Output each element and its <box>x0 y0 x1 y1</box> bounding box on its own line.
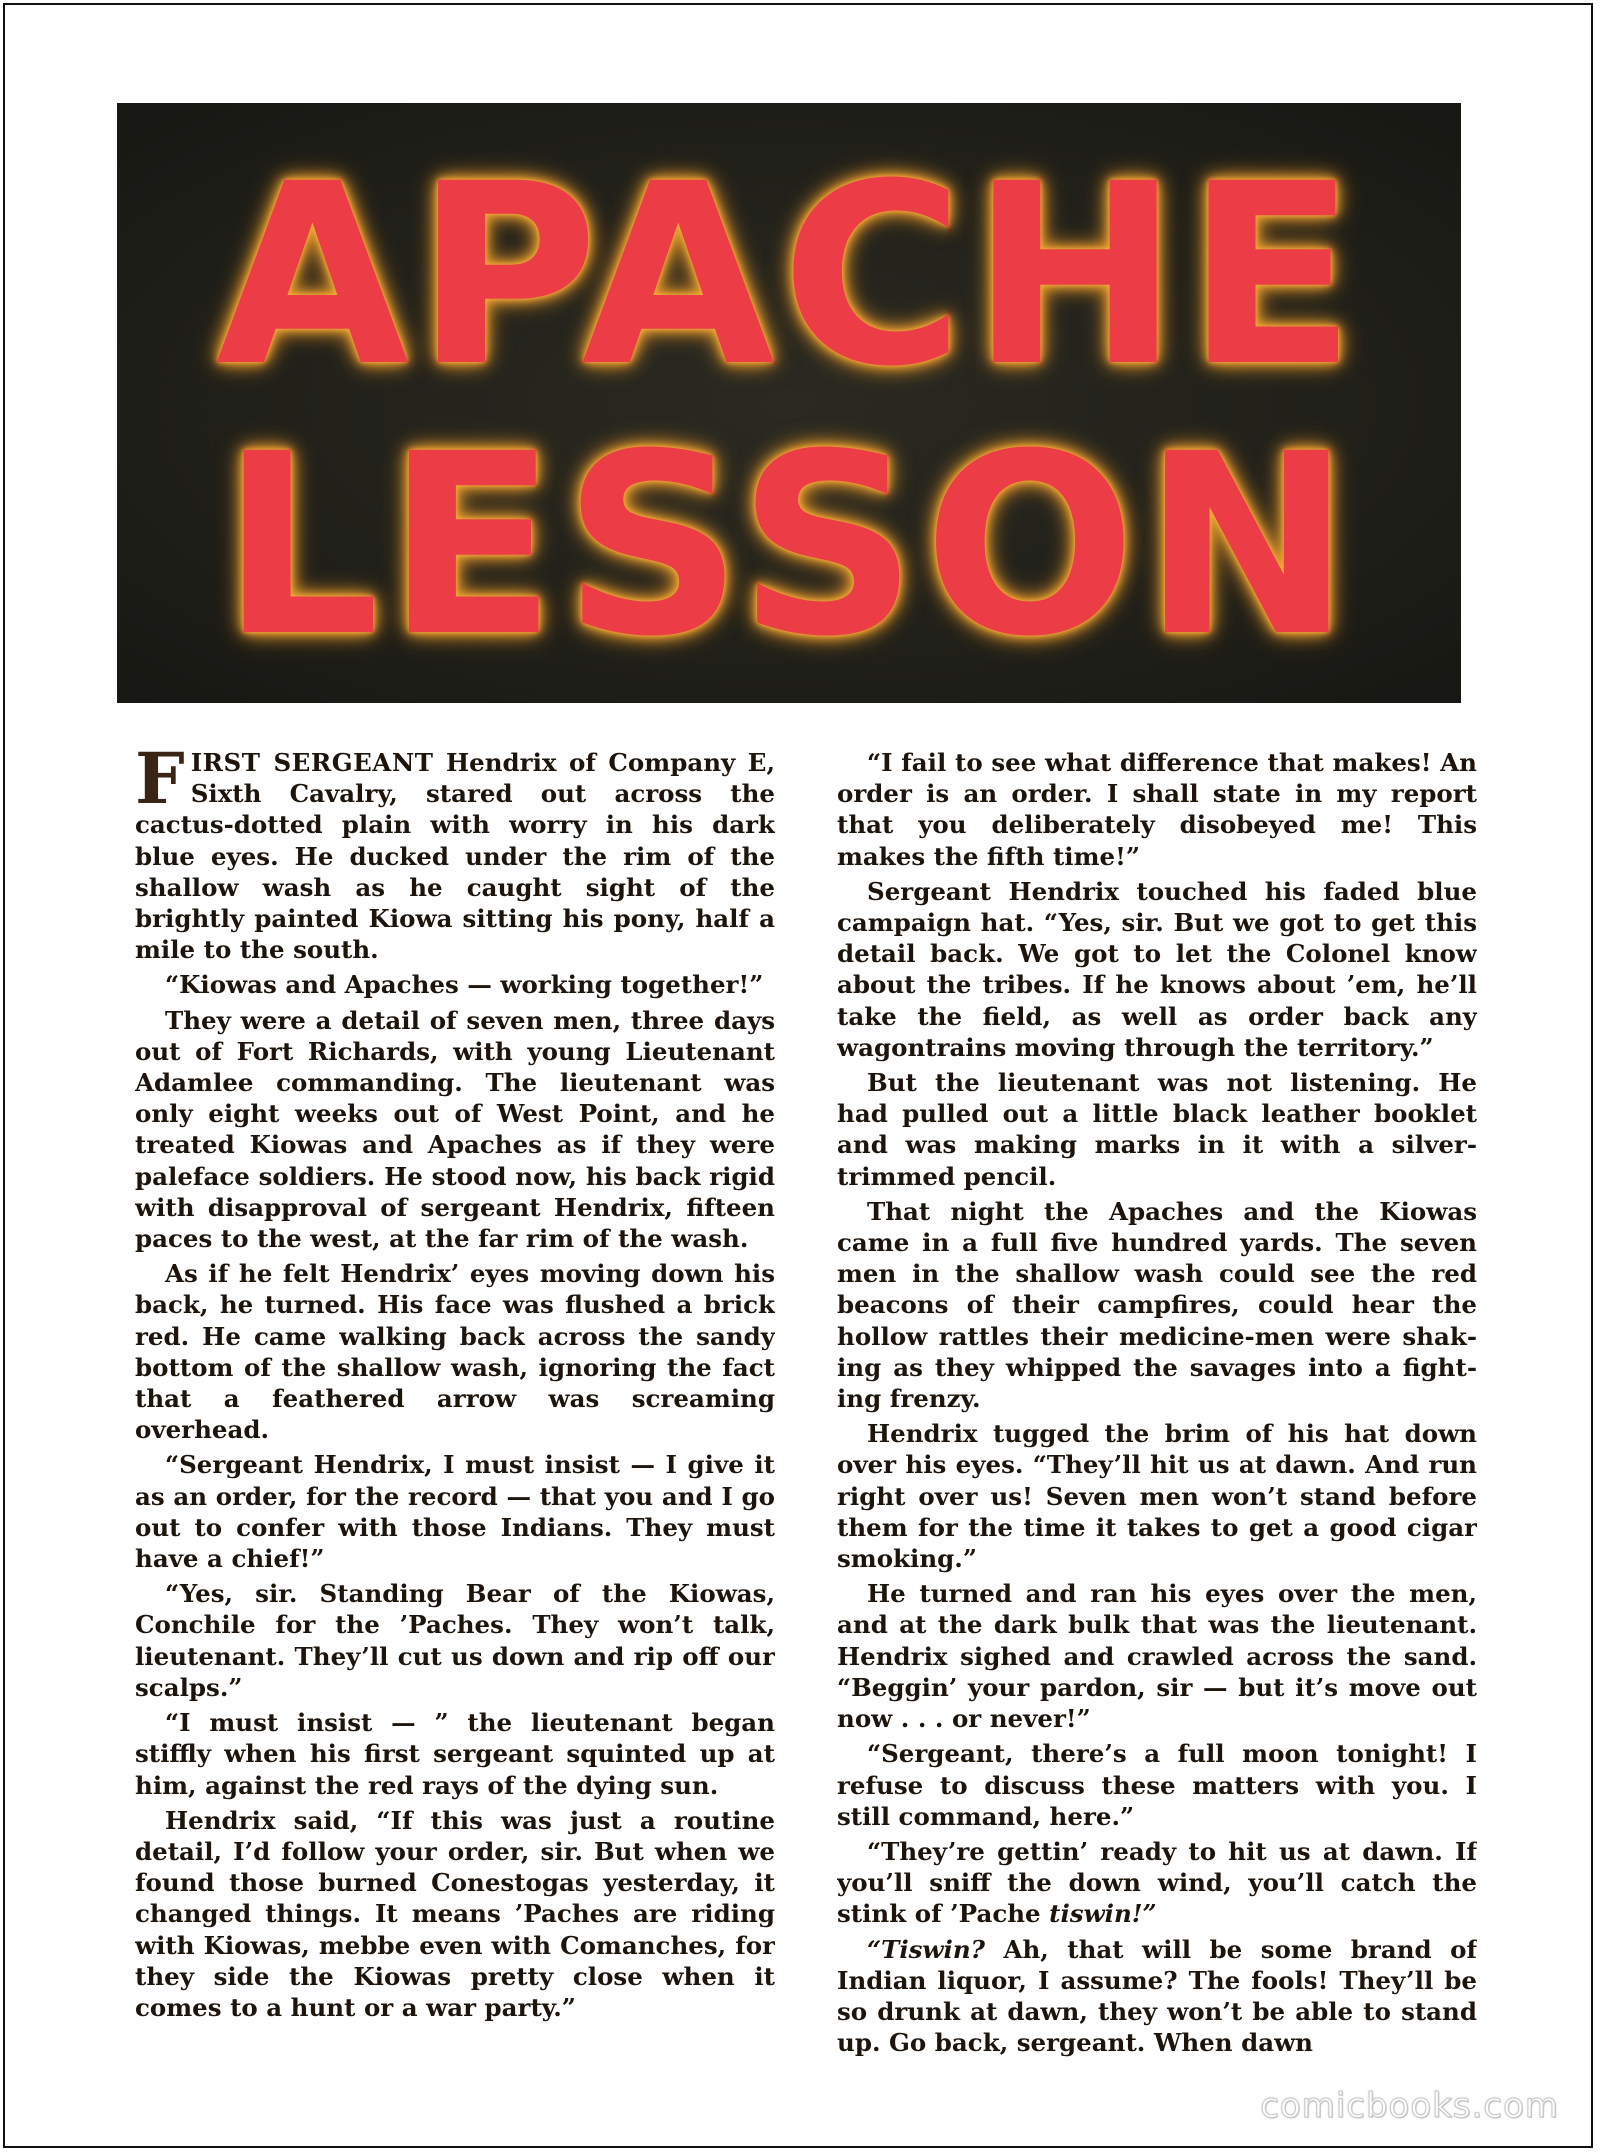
title-line-2: LESSON <box>220 400 1358 691</box>
story-paragraph: Hendrix tugged the brim of his hat down over his eyes. “They’ll hit us at dawn. And run right over us! Seven men won’t stand before them for the time it takes to get a good cigar smoking.” <box>837 1419 1477 1574</box>
story-paragraph: As if he felt Hendrix’ eyes moving down his back, he turned. His face was flushed a brick red. He came walking back across the sandy bottom of the shallow wash, ignoring the fact that a feathered arrow was screaming overhead. <box>135 1259 775 1445</box>
paragraph-text: “They’re gettin’ ready to hit us at dawn. If you’ll sniff the down wind, you’ll catch the stink of ’Pache <box>837 1836 1477 1929</box>
story-paragraph <box>837 1836 1477 1930</box>
lead-caps: IRST SERGEANT <box>190 748 434 777</box>
italic-word: tiswin!” <box>1049 1899 1157 1929</box>
story-paragraph <box>135 747 775 965</box>
story-paragraph: Sergeant Hendrix touched his faded blue campaign hat. “Yes, sir. But we got to get this detail back. We got to let the Colonel know about the tribes. If he knows about ’em, he’ll take the field, as well as order back any wagontrains moving through the territory.” <box>837 876 1477 1062</box>
story-paragraph: “Sergeant Hendrix, I must insist — I give it as an order, for the record — that you and I go out to confer with those Indians. They must have a chief!” <box>135 1450 775 1574</box>
paragraph-text: Ah, that will be some brand of Indian liquor, I assume? The fools! They’ll be so drunk at dawn, they won’t be able to stand up. Go back, sergeant. When dawn <box>837 1934 1477 2058</box>
story-paragraph: He turned and ran his eyes over the men, and at the dark bulk that was the lieutenant. Hendrix sighed and crawled across the sand. “Beggin’ your pardon, sir — but it’s move out now . . . or never!” <box>837 1579 1477 1734</box>
paragraph-text: Hendrix of Company E, Sixth Cavalry, stared out across the cactus-dotted plain with worry in his dark blue eyes. He ducked under the rim of the shallow wash as he caught sight of the brightly painted Kiowa sitting his pony, half a mile to the south. <box>135 748 775 965</box>
watermark: comicbooks.com <box>1260 2086 1559 2126</box>
story-paragraph: Hendrix said, “If this was just a routine detail, I’d follow your order, sir. But when we found those burned Conestogas yesterday, it changed things. It means ’Paches are riding with Kiowas, mebbe even with Comanches, for they side the Kiowas pretty close when it comes to a hunt or a war party.” <box>135 1805 775 2022</box>
story-paragraph <box>837 1934 1477 2059</box>
story-paragraph: “I fail to see what difference that makes! An order is an order. I shall state in my report that you deliberately disobeyed me! This makes the fifth time!” <box>837 748 1477 871</box>
story-paragraph: “Sergeant, there’s a full moon tonight! I refuse to discuss these matters with you. I still command, here.” <box>837 1739 1477 1831</box>
story-column-left <box>135 747 775 2077</box>
story-paragraph: They were a detail of seven men, three days out of Fort Richards, with young Lieutenant Adamlee commanding. The lieutenant was only eight weeks out of West Point, and he treated Kiowas and Apaches as if they were paleface soldiers. He stood now, his back rigid with disapproval of sergeant Hendrix, fifteen paces to the west, at the far rim of the wash. <box>135 1005 775 1254</box>
story-paragraph: That night the Apaches and the Kiowas came in a full five hundred yards. The seven men in the shallow wash could see the red beacons of their campfires, could hear the hollow rattles their medicine-men were shaking as they whipped the savages into a fighting frenzy. <box>837 1196 1477 1414</box>
page-frame <box>3 3 1593 2148</box>
title-line-1: APACHE <box>215 130 1363 421</box>
title-banner <box>117 103 1461 703</box>
italic-word: “Tiswin? <box>867 1934 985 1964</box>
story-paragraph: “I must insist — ” the lieutenant began stiffly when his first sergeant squinted up at him, against the red rays of the dying sun. <box>135 1708 775 1800</box>
story-column-right <box>837 747 1477 2077</box>
drop-cap: F <box>135 747 185 820</box>
story-paragraph: “Kiowas and Apaches — working together!” <box>165 970 764 1000</box>
story-paragraph: “Yes, sir. Standing Bear of the Kiowas, Conchile for the ’Paches. They won’t talk, lieutenant. They’ll cut us down and rip off our scalps.” <box>135 1579 775 1702</box>
story-paragraph: But the lieutenant was not listening. He had pulled out a little black leather booklet and was making marks in it with a silver-trimmed pencil. <box>837 1068 1477 1191</box>
